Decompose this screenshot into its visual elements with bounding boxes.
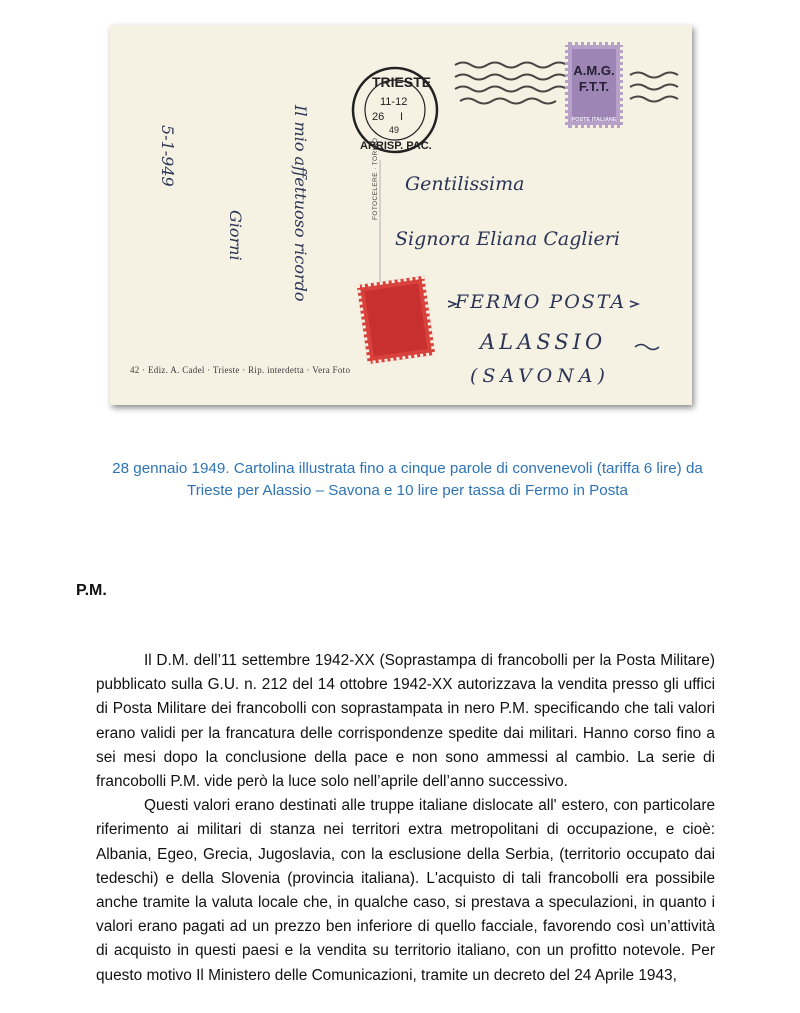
amg-ftt-stamp: [565, 42, 623, 128]
postmark-time: 11-12: [380, 96, 408, 108]
section-title: P.M.: [76, 582, 107, 599]
addressee-title: Gentilissima: [405, 173, 525, 195]
stamp-bottom-text: POSTE ITALIANE: [571, 117, 617, 123]
figure-caption: 28 gennaio 1949. Cartolina illustrata fino a cinque parole di convenevoli (tariffa 6 lire) da Trieste per Alassio – Savona e 10 lire per tassa di Fermo in Posta: [112, 460, 703, 499]
body-text: [96, 649, 715, 988]
stamp-overprint-line2: F.T.T.: [578, 79, 610, 94]
postmark-city: TRIESTE: [372, 74, 432, 90]
paragraph: Il D.M. dell’11 settembre 1942-XX (Soprastampa di francobolli per la Posta Militare) pubblicato sulla G.U. n. 212 del 14 ottobre 1942-XX autorizzava la vendita presso gli uffici di Posta Militare dei francobolli con soprastampata in nero P.M. specificando che tali valori erano validi per la francatura delle corrispondenze spedite dai militari. Hanno corso fino a sei mesi dopo la conclusione della pace e non sono ammessi al cambio. La serie di francobolli P.M. vide però la luce solo nell’aprile dell’anno successivo.: [96, 652, 715, 791]
handwritten-signature: Giorni: [226, 210, 245, 261]
handwritten-date: 5-1-949: [158, 125, 177, 187]
printer-vertical: FOTOCELERE · TORINO: [372, 137, 379, 220]
paragraph: Questi valori erano destinati alle truppe italiane dislocate all' estero, con particolare riferimento ai militari di stanza nei territori extra metropolitani di occupazione, e cioè: Albania, Egeo, Grecia, Jugoslavia, con la esclusione della Serbia, (territorio occupato dai tedeschi) e della Slovenia (provincia italiana). L'acquisto di tali francobolli era possibile anche tramite la valuta locale che, in qualche caso, si prestava a speculazioni, in quanto i valori erano pagati ad un prezzo ben inferiore di quello facciale, favorendo così un’attività di acquisto in questi paesi e la vendita su territorio italiano, con un profitto notevole. Per questo motivo Il Ministero delle Comunicazioni, tramite un decreto del 24 Aprile 1943,: [96, 797, 715, 984]
stamp-overprint-line1: A.M.G.: [573, 63, 615, 78]
postmark-bottom: ARRISP. PAC.: [360, 140, 432, 152]
postmark-year: 49: [389, 125, 400, 135]
addressee-name: Signora Eliana Caglieri: [395, 228, 620, 250]
postmark-day: 26: [372, 111, 385, 123]
address-line-3: (SAVONA): [470, 365, 610, 387]
postmark: [353, 68, 437, 152]
postcard-image: [110, 25, 692, 405]
printer-line: 42 · Ediz. A. Cadel · Trieste · Rip. interdetta · Vera Foto: [130, 365, 351, 375]
address-squiggle: [630, 301, 638, 307]
address-line-2: ALASSIO: [480, 330, 607, 354]
stamp-face: [365, 284, 428, 357]
address-squiggle: [635, 345, 659, 350]
postmark-month: I: [400, 111, 404, 123]
red-stamp: [357, 276, 435, 365]
handwritten-greeting: Il mio affettuoso ricordo: [291, 105, 310, 302]
address-line-1: FERMO POSTA: [455, 291, 627, 313]
